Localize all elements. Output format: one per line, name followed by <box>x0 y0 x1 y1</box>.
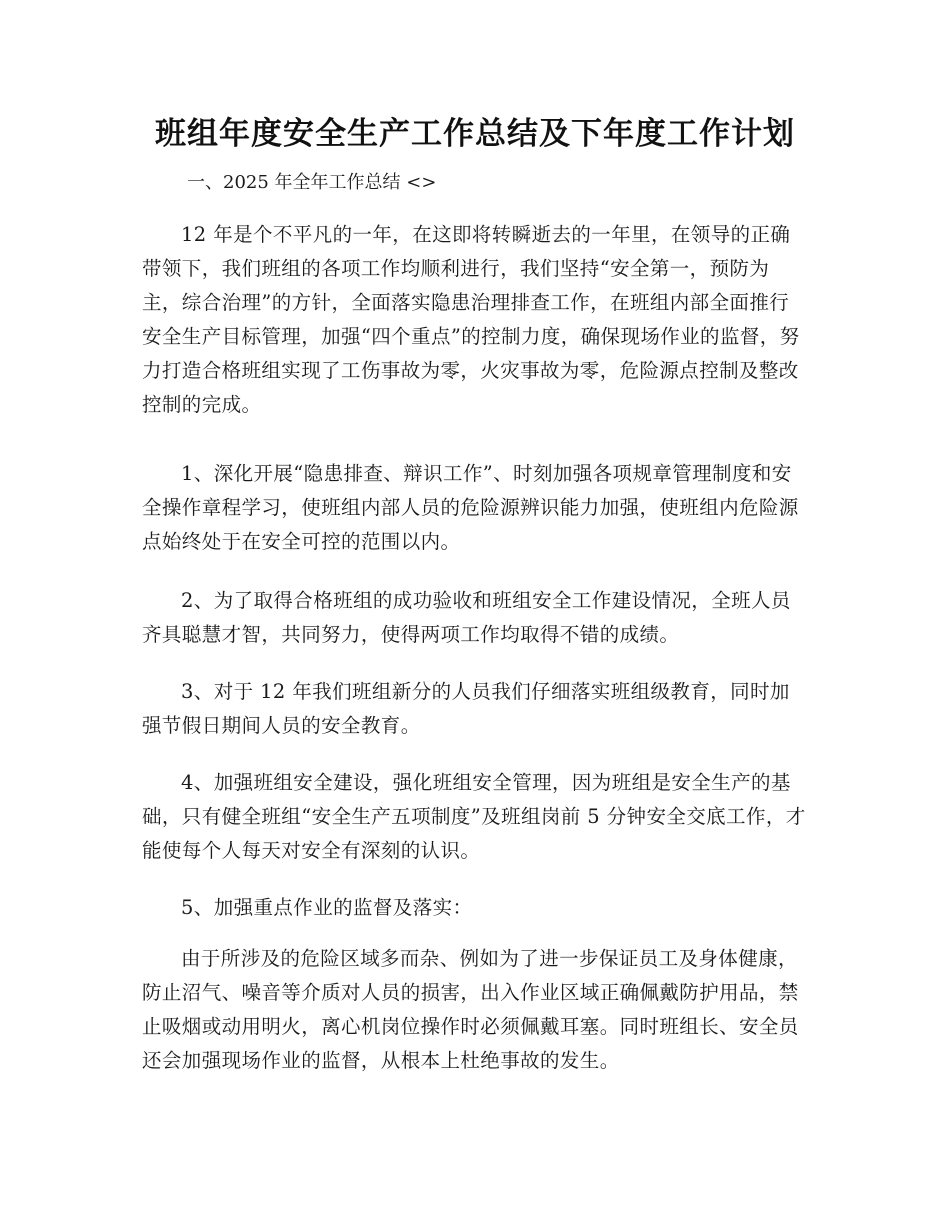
paragraph-item-4: 4、加强班组安全建设，强化班组安全管理，因为班组是安全生产的基础，只有健全班组“安全生产五项制度”及班组岗前 5 分钟安全交底工作，才能使每个人每天对安全有深刻的认识。 <box>142 771 806 862</box>
paragraph-item-5: 5、加强重点作业的监督及落实： <box>181 896 473 919</box>
paragraph-detail: 由于所涉及的危险区域多而杂、例如为了进一步保证员工及身体健康，防止沼气、噪音等介质对人员的损害，出入作业区域正确佩戴防护用品，禁止吸烟或动用明火，离心机岗位操作时必须佩戴耳塞。同时班组长、安全员还会加强现场作业的监督，从根本上杜绝事故的发生。 <box>142 947 799 1072</box>
section-heading: 一、2025 年全年工作总结 <> <box>187 172 437 193</box>
paragraph-item-3: 3、对于 12 年我们班组新分的人员我们仔细落实班组级教育，同时加强节假日期间人员的安全教育。 <box>142 680 790 737</box>
paragraph-intro: 12 年是个不平凡的一年，在这即将转瞬逝去的一年里，在领导的正确带领下，我们班组的各项工作均顺利进行，我们坚持“安全第一，预防为主，综合治理”的方针，全面落实隐患治理排查工作，在班组内部全面推行安全生产目标管理，加强“四个重点”的控制力度，确保现场作业的监督，努力打造合格班组实现了工伤事故为零，火灾事故为零，危险源点控制及整改控制的完成。 <box>142 223 800 416</box>
paragraph-item-1: 1、深化开展“隐患排查、辩识工作”、时刻加强各项规章管理制度和安全操作章程学习，使班组内部人员的危险源辨识能力加强，使班组内危险源点始终处于在安全可控的范围以内。 <box>142 462 799 553</box>
paragraph-item-2: 2、为了取得合格班组的成功验收和班组安全工作建设情况，全班人员齐具聪慧才智，共同努力，使得两项工作均取得不错的成绩。 <box>142 589 791 646</box>
page-title: 班组年度安全生产工作总结及下年度工作计划 <box>155 116 795 152</box>
